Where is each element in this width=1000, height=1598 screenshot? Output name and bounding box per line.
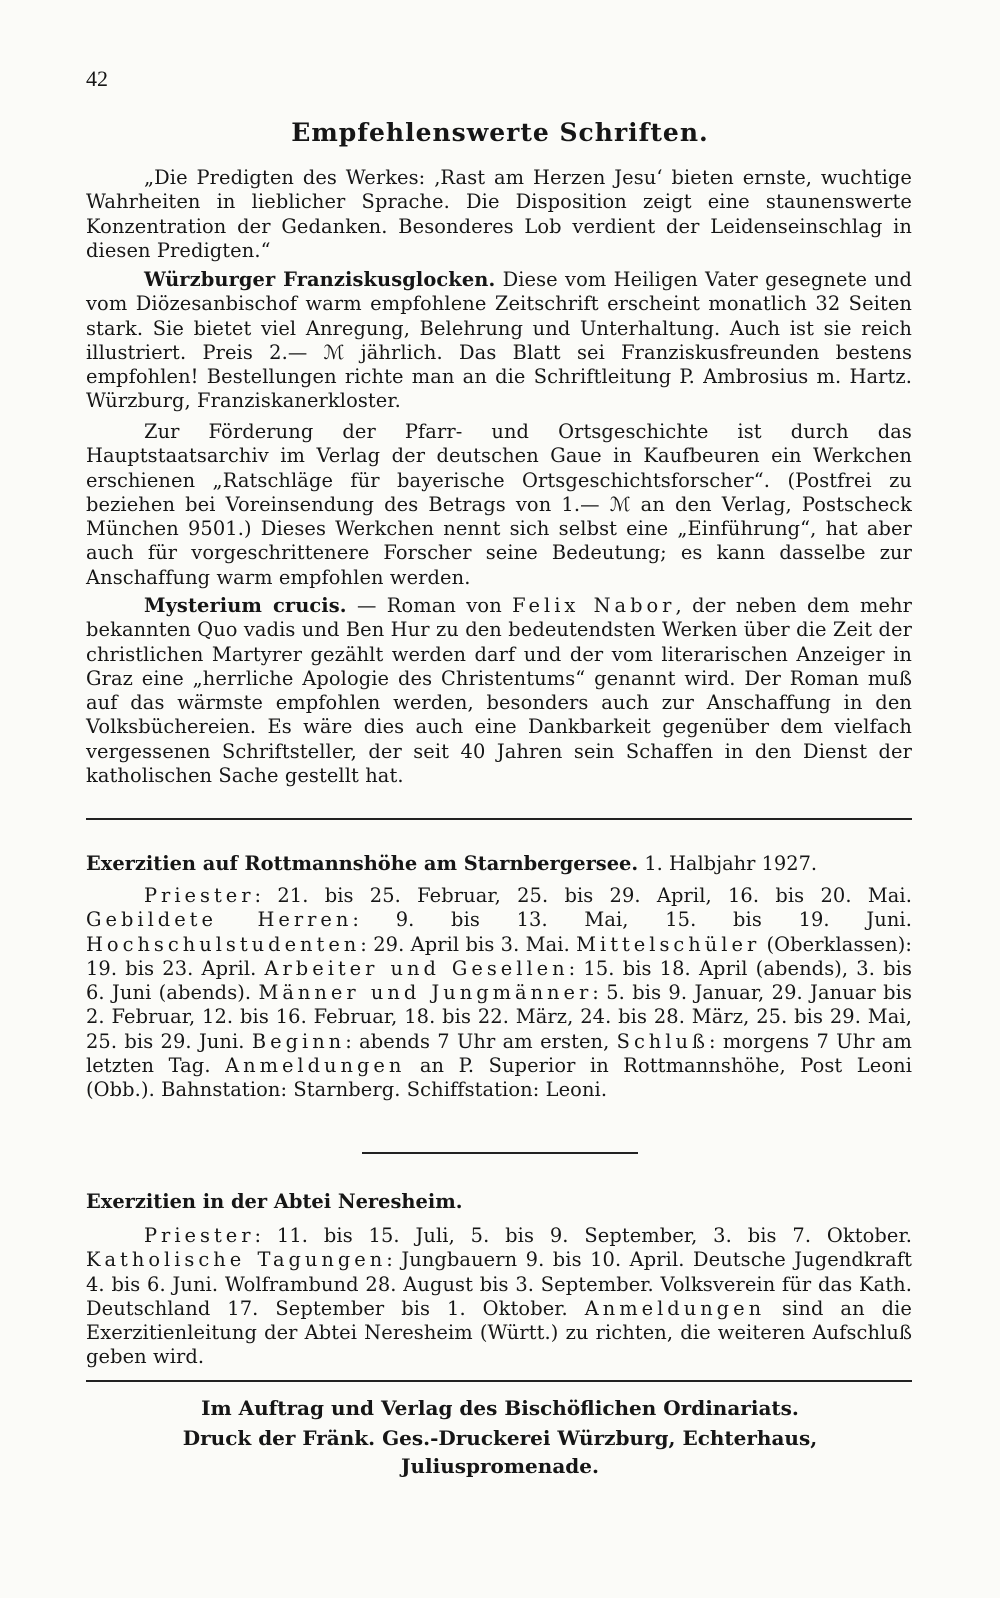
schedule-text: : abends 7 Uhr am ersten, [345, 1029, 617, 1053]
spaced-label: Männer und Jungmänner [258, 981, 593, 1005]
schedule-text: : 9. bis 13. Mai, 15. bis 19. Juni. [352, 908, 912, 932]
spaced-label: Hochschulstudenten [86, 932, 361, 956]
rottmannshoehe-schedule [86, 884, 912, 1103]
heading-rest: 1. Halbjahr 1927. [638, 852, 818, 875]
paragraph-text: — Roman von [346, 594, 513, 617]
schedule-text: : 29. April bis 3. Mai. [360, 932, 577, 956]
spaced-label: Priester [144, 884, 255, 907]
heading-bold: Exerzitien auf Rottmannshöhe am Starnbergersee. [86, 852, 639, 875]
schedule-text: : 11. bis 15. Juli, 5. bis 9. September, 3. bis 7. Oktober. [254, 1224, 912, 1247]
spaced-label: Priester [144, 1224, 255, 1247]
printer-line: Druck der Fränk. Ges.-Druckerei Würzburg, Echterhaus, Juliuspromenade. [182, 1426, 818, 1478]
ortsgeschichte-paragraph: Zur Förderung der Pfarr- und Ortsgeschichte ist durch das Hauptstaatsarchiv im Verlag der deutschen Gaue in Kaufbeuren ein Werkchen erschienen „Ratschläge für bayerische Ortsgeschichtsforscher“. (Postfrei zu beziehen bei Voreinsendung des Betrags von 1.— ℳ an den Verlag, Postscheck München 9501.) Dieses Werkchen nennt sich selbst eine „Einführung“, hat aber auch für vorgeschrittenere Forscher seine Bedeutung; es kann dasselbe zur Anschaffung warm empfohlen werden. [86, 420, 912, 589]
spaced-label: Beginn [251, 1029, 346, 1053]
spaced-label: Arbeiter und Gesellen [264, 956, 569, 980]
paragraph-lead: Mysterium crucis. [144, 594, 347, 617]
footer-divider [86, 1380, 912, 1382]
neresheim-schedule [86, 1224, 912, 1370]
schedule-text: : 15. bis 18. April (abends), 3. bis 6. Juni (abends). [86, 956, 912, 1005]
schedule-text: : morgens 7 Uhr am letzten Tag. [86, 1029, 913, 1078]
schedule-text: sind an die Exerzitienleitung der Abtei Neresheim (Württ.) zu richten, die weiteren Aufschluß geben wird. [86, 1296, 912, 1369]
rottmannshoehe-heading [86, 852, 912, 876]
spaced-label: Schluß [616, 1029, 709, 1053]
franziskusglocken-paragraph [86, 268, 912, 414]
schedule-text: : 5. bis 9. Januar, 29. Januar bis 2. Februar, 12. bis 16. Februar, 18. bis 22. März, 24. bis 28. März, 25. bis 29. Mai, 25. bis 29. Juni. [86, 981, 913, 1053]
page-title: Empfehlenswerte Schriften. [291, 118, 709, 147]
page-number: 42 [86, 66, 108, 91]
spaced-label: Anmeldungen [584, 1296, 766, 1320]
mysterium-crucis-paragraph [86, 594, 912, 788]
spaced-label: Anmeldungen [225, 1054, 406, 1078]
schedule-text: : Jungbauern 9. bis 10. April. Deutsche Jugendkraft 4. bis 6. Juni. Wolframbund 28. August bis 3. September. Volksverein für das Kath. Deutschland 17. September bis 1. Oktober. [86, 1248, 912, 1320]
spaced-label: Katholische Tagungen [86, 1248, 387, 1272]
short-divider [362, 1152, 638, 1154]
section-divider [86, 818, 912, 820]
publisher-line: Im Auftrag und Verlag des Bischöflichen Ordinariats. [201, 1396, 799, 1420]
author-name: Felix Nabor [512, 594, 676, 617]
neresheim-heading: Exerzitien in der Abtei Neresheim. [86, 1190, 463, 1213]
spaced-label: Mittelschüler [576, 932, 761, 956]
paragraph-lead: Würzburger Franziskusglocken. [144, 268, 496, 291]
quote-paragraph: „Die Predigten des Werkes: ‚Rast am Herzen Jesu‘ bieten ernste, wuchtige Wahrheiten in lieblicher Sprache. Die Disposition zeigt eine staunenswerte Konzentration der Gedanken. Besonderes Lob verdient der Leidenseinschlag in diesen Predigten.“ [86, 166, 912, 262]
schedule-text: (Oberklassen): 19. bis 23. April. [86, 932, 913, 980]
paragraph-text: Diese vom Heiligen Vater gesegnete und vom Diözesanbischof warm empfohlene Zeitschrift erscheint monatlich 32 Seiten stark. Sie bietet viel Anregung, Belehrung und Unterhaltung. Auch ist sie reich illustriert. Preis 2.— ℳ jährlich. Das Blatt sei Franziskusfreunden bestens empfohlen! Bestellungen richte man an die Schriftleitung P. Ambrosius m. Hartz. Würzburg, Franziskanerkloster. [86, 268, 912, 413]
paragraph-text: , der neben dem mehr bekannten Quo vadis und Ben Hur zu den bedeutendsten Werken über die Zeit der christlichen Martyrer gezählt werden darf und der vom literarischen Anzeiger in Graz eine „herrliche Apologie des Christentums“ genannt wird. Der Roman muß auf das wärmste empfohlen werden, besonders auch zur Anschaffung in den Volksbüchereien. Es wäre dies auch eine Dankbarkeit gegenüber dem vielfach vergessenen Schriftsteller, der seit 40 Jahren sein Schaffen in den Dienst der katholischen Sache gestellt hat. [86, 594, 912, 788]
schedule-text: an P. Superior in Rottmannshöhe, Post Leoni (Obb.). Bahnstation: Starnberg. Schiffstation: Leoni. [86, 1054, 912, 1102]
spaced-label: Gebildete Herren [86, 908, 353, 932]
schedule-text: : 21. bis 25. Februar, 25. bis 29. April, 16. bis 20. Mai. [254, 884, 912, 907]
